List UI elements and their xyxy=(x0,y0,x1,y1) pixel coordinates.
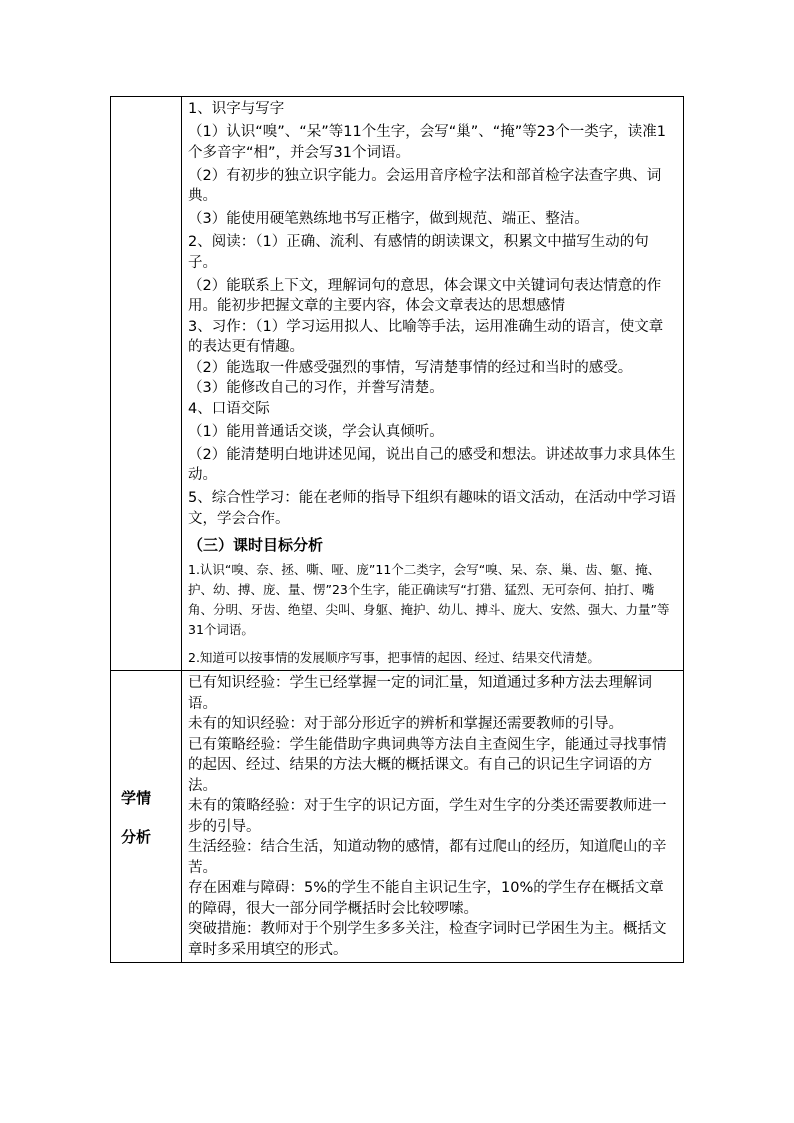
analysis-measures: 突破措施：教师对于个别学生多多关注，检查字词时已学困生为主。概括文章时多采用填空的形式。 xyxy=(188,921,667,958)
reading-item-1: 2、阅读：（1）正确、流利、有感情的朗读课文，积累文中描写生动的句子。 xyxy=(188,234,649,271)
oral-item-2: （2）能清楚明白地讲述见闻，说出自己的感受和想法。讲述故事力求具体生动。 xyxy=(188,446,676,483)
label-line-2: 分析 xyxy=(121,828,152,846)
objectives-content-cell xyxy=(182,97,684,671)
lesson-plan-table xyxy=(110,96,684,963)
objectives-row xyxy=(111,97,684,671)
analysis-unknown-knowledge: 未有的知识经验：对于部分形近字的辨析和掌握还需要教师的引导。 xyxy=(188,716,623,732)
objectives-label-cell xyxy=(111,97,182,671)
label-line-1: 学情 xyxy=(121,789,152,807)
lesson-objectives-heading: （三）课时目标分析 xyxy=(188,536,324,554)
student-analysis-label-cell xyxy=(111,671,182,963)
oral-heading: 4、口语交际 xyxy=(188,400,270,417)
writing-item-1: 3、习作：（1）学习运用拟人、比喻等手法，运用准确生动的语言，使文章的表达更有情趣。 xyxy=(188,318,664,355)
student-analysis-content-cell xyxy=(182,671,684,963)
analysis-known-knowledge: 已有知识经验：学生已经掌握一定的词汇量，知道通过多种方法去理解词语。 xyxy=(188,675,652,712)
writing-item-2: （2）能选取一件感受强烈的事情，写清楚事情的经过和当时的感受。 xyxy=(188,359,633,376)
analysis-known-strategy: 已有策略经验：学生能借助字典词典等方法自主查阅生字，能通过寻找事情的起因、经过、结果的方法大概的概括课文。有自己的识记生字词语的方法。 xyxy=(188,736,667,794)
writing-item-3: （3）能修改自己的习作，并誊写清楚。 xyxy=(188,380,444,396)
lesson-objective-1: 1.认识“嗅、奈、拯、嘶、哑、庞”11个二类字，会写“嗅、呆、奈、巢、齿、躯、掩、护、幼、搏、庞、量、愣”23个生字，能正确读写“打猎、猛烈、无可奈何、拍打、嘴角、分明、牙齿、绝望、尖叫、身躯、掩护、幼儿、搏斗、庞大、安然、强大、力量”等31个词语。 xyxy=(188,562,670,637)
reading-item-2: （2）能联系上下文，理解词句的意思，体会课文中关键词句表达情意的作用。能初步把握文章的主要内容，体会文章表达的思想感情 xyxy=(188,277,662,314)
literacy-item-1: （1）认识“嗅”、“呆”等11个生字，会写“巢”、“掩”等23个一类字，读准1个多音字“相”，并会写31个词语。 xyxy=(188,124,666,161)
literacy-item-3: （3）能使用硬笔熟练地书写正楷字，做到规范、端正、整洁。 xyxy=(188,211,589,227)
literacy-item-2: （2）有初步的独立识字能力。会运用音序检字法和部首检字法查字典、词典。 xyxy=(188,167,662,204)
comprehensive-item: 5、综合性学习：能在老师的指导下组织有趣味的语文活动，在活动中学习语文，学会合作。 xyxy=(188,490,676,527)
analysis-difficulties: 存在困难与障碍：5%的学生不能自主识记生字，10%的学生存在概括文章的障碍，很大一部分同学概括时会比较啰嗦。 xyxy=(188,880,664,917)
oral-item-1: （1）能用普通话交谈，学会认真倾听。 xyxy=(188,423,444,440)
literacy-heading: 1、识字与写字 xyxy=(188,101,285,117)
student-analysis-row xyxy=(111,671,684,963)
analysis-life-experience: 生活经验：结合生活，知道动物的感情，都有过爬山的经历，知道爬山的辛苦。 xyxy=(188,839,667,876)
lesson-objective-2: 2.知道可以按事情的发展顺序写事，把事情的起因、经过、结果交代清楚。 xyxy=(188,650,600,665)
analysis-unknown-strategy: 未有的策略经验：对于生字的识记方面，学生对生字的分类还需要教师进一步的引导。 xyxy=(188,798,667,835)
